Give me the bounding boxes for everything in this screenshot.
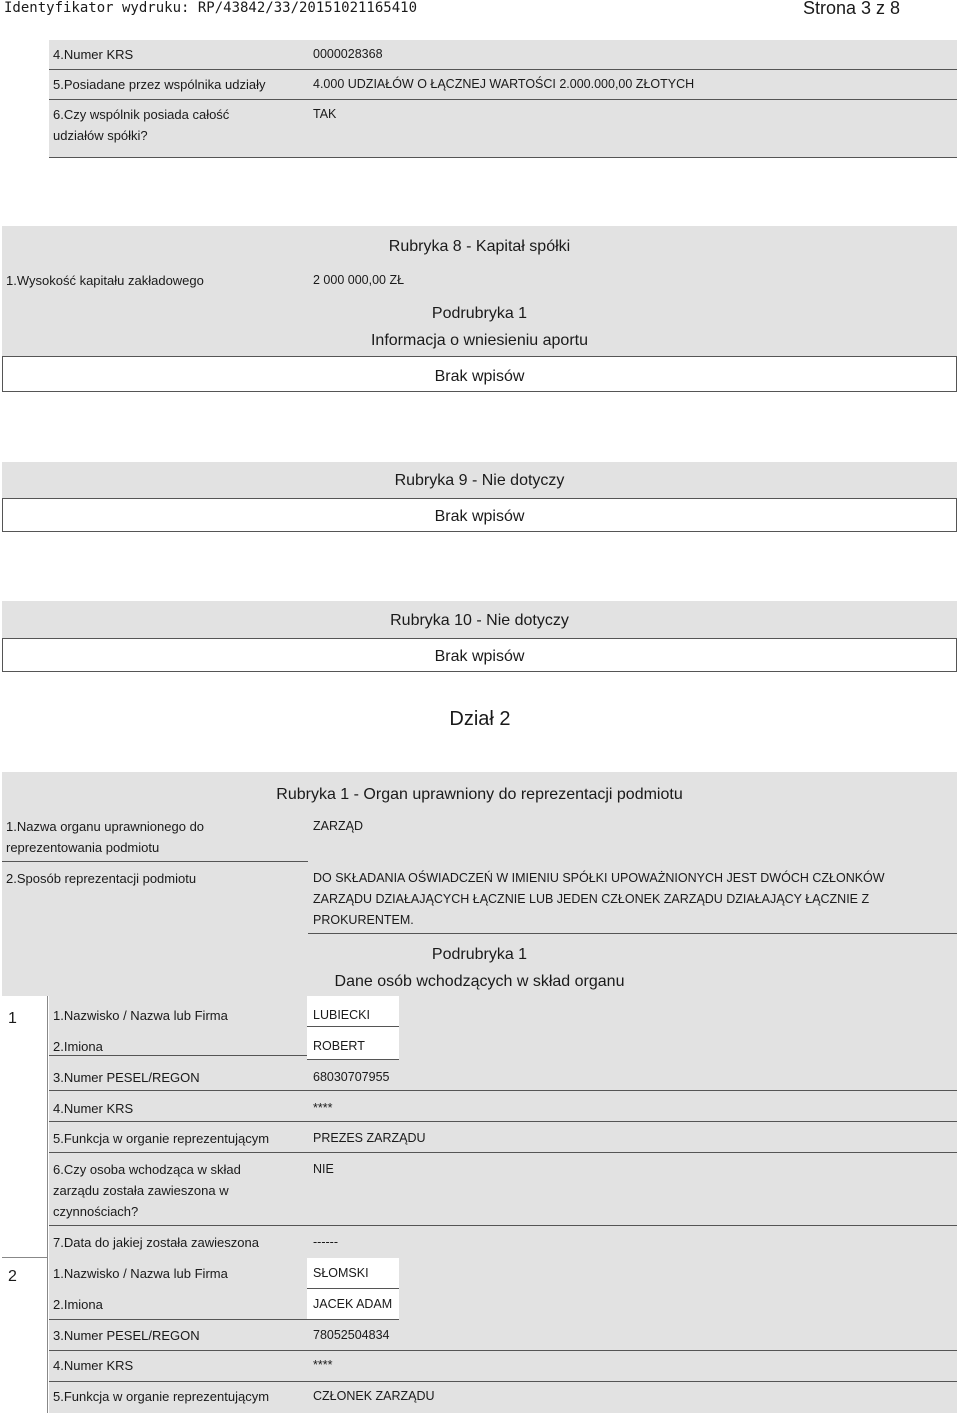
person-2-krs-label: 4.Numer KRS xyxy=(53,1358,134,1373)
person-1-surname-label: 1.Nazwisko / Nazwa lub Firma xyxy=(53,1008,228,1023)
person-2-function-label: 5.Funkcja w organie reprezentującym xyxy=(53,1389,270,1404)
organ-value: ZARZĄD xyxy=(313,819,363,833)
podrubryka-persons-subtitle: Dane osób wchodzących w skład organu xyxy=(334,973,625,990)
person-2-krs-row xyxy=(49,1351,957,1382)
print-identifier: Identyfikator wydruku: RP/43842/33/20151021165410 xyxy=(4,0,418,16)
person-2-surname-value: SŁOMSKI xyxy=(313,1266,369,1280)
person-1-pesel-value: 68030707955 xyxy=(313,1070,390,1084)
rubryka1-title: Rubryka 1 - Organ uprawniony do reprezentacji podmiotu xyxy=(276,786,683,803)
person-1-suspended-until-value: ------ xyxy=(313,1235,338,1249)
rubryka9-empty-text: Brak wpisów xyxy=(434,508,525,525)
person-1-index-cell xyxy=(2,996,48,1258)
person-1-surname-value: LUBIECKI xyxy=(313,1008,370,1022)
person-1-suspended-until-label: 7.Data do jakiej została zawieszona xyxy=(53,1235,259,1250)
partner-krs-label: 4.Numer KRS xyxy=(53,47,134,62)
person-1-suspended-label: 6.Czy osoba wchodząca w skład zarządu została zawieszona w czynnościach? xyxy=(53,1162,241,1219)
partner-whole-value: TAK xyxy=(313,107,337,121)
partner-shares-label: 5.Posiadane przez wspólnika udziały xyxy=(53,77,266,92)
person-2-firstnames-label: 2.Imiona xyxy=(53,1297,103,1312)
organ-label: 1.Nazwa organu uprawnionego do reprezentowania podmiotu xyxy=(6,819,205,855)
person-1-index: 1 xyxy=(8,1010,17,1027)
partner-krs-value: 0000028368 xyxy=(313,47,383,61)
rubryka9-title: Rubryka 9 - Nie dotyczy xyxy=(394,472,565,489)
podrubryka-aport-title: Podrubryka 1 xyxy=(431,305,528,322)
person-1-pesel-label: 3.Numer PESEL/REGON xyxy=(53,1070,200,1085)
person-1-krs-value: **** xyxy=(313,1101,333,1115)
method-label: 2.Sposób reprezentacji podmiotu xyxy=(6,871,197,886)
person-2-surname-label: 1.Nazwisko / Nazwa lub Firma xyxy=(53,1266,228,1281)
partner-shares-value: 4.000 UDZIAŁÓW O ŁĄCZNEJ WARTOŚCI 2.000.000,00 ZŁOTYCH xyxy=(313,77,695,91)
rubryka8-title: Rubryka 8 - Kapitał spółki xyxy=(388,238,571,255)
person-1-function-label: 5.Funkcja w organie reprezentującym xyxy=(53,1131,270,1146)
partner-krs-value-cell xyxy=(309,40,957,70)
dzial-title: Dział 2 xyxy=(449,708,511,730)
podrubryka-aport-subtitle: Informacja o wniesieniu aportu xyxy=(370,332,588,349)
rubryka10-title: Rubryka 10 - Nie dotyczy xyxy=(390,612,569,629)
person-1-krs-label: 4.Numer KRS xyxy=(53,1101,134,1116)
person-1-firstnames-value: ROBERT xyxy=(313,1039,365,1053)
person-2-krs-value: **** xyxy=(313,1358,333,1372)
podrubryka-persons-title: Podrubryka 1 xyxy=(431,946,528,963)
rubryka10-empty-text: Brak wpisów xyxy=(434,648,525,665)
person-2-pesel-label: 3.Numer PESEL/REGON xyxy=(53,1328,200,1343)
capital-label: 1.Wysokość kapitału zakładowego xyxy=(6,273,204,288)
partner-whole-label: 6.Czy wspólnik posiada całość udziałów spółki? xyxy=(53,107,230,143)
person-2-function-value: CZŁONEK ZARZĄDU xyxy=(313,1389,435,1403)
person-2-index: 2 xyxy=(8,1268,17,1285)
person-1-krs-row xyxy=(49,1091,957,1122)
person-1-suspended-value: NIE xyxy=(313,1162,334,1176)
capital-value: 2 000 000,00 ZŁ xyxy=(313,273,405,287)
aport-empty-text: Brak wpisów xyxy=(434,368,525,385)
person-2-firstnames-value: JACEK ADAM xyxy=(313,1297,393,1311)
person-2-pesel-value: 78052504834 xyxy=(313,1328,390,1342)
method-value: DO SKŁADANIA OŚWIADCZEŃ W IMIENIU SPÓŁKI UPOWAŻNIONYCH JEST DWÓCH CZŁONKÓW ZARZĄDU DZIAŁAJĄCYCH ŁĄCZNIE LUB JEDEN CZŁONEK ZARZĄDU DZIAŁAJĄCY ŁĄCZNIE Z PROKURENTEM. xyxy=(313,871,885,927)
page-number: Strona 3 z 8 xyxy=(802,0,900,18)
person-1-function-value: PREZES ZARZĄDU xyxy=(313,1131,426,1145)
person-1-firstnames-label: 2.Imiona xyxy=(53,1039,103,1054)
